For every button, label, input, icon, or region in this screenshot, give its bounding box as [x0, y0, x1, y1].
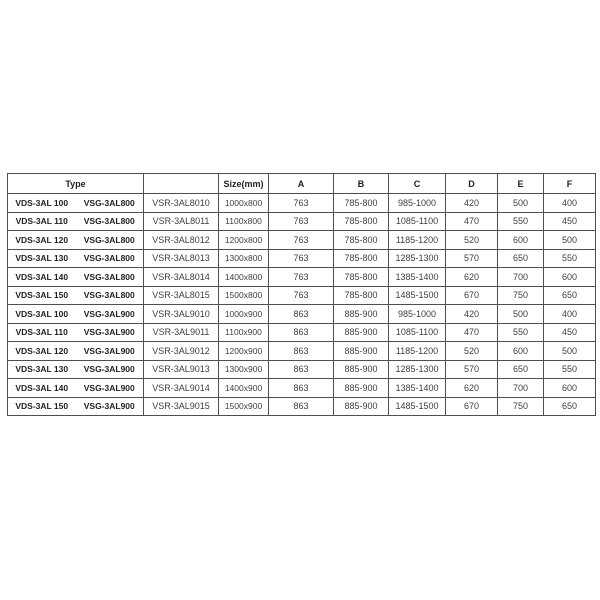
spec-table — [7, 173, 596, 416]
type-vsg-label: VSG-3AL900 — [83, 364, 135, 375]
value-b: 885-900 — [334, 379, 389, 398]
value-e: 650 — [498, 360, 544, 379]
column-header-b: B — [334, 174, 389, 194]
type-vsg-label: VSG-3AL800 — [83, 216, 135, 227]
value-b: 885-900 — [334, 305, 389, 324]
value-d: 670 — [446, 397, 498, 416]
type-vsg-label: VSG-3AL800 — [83, 253, 135, 264]
type-vds-label: VDS-3AL 150 — [15, 401, 69, 412]
value-e: 750 — [498, 397, 544, 416]
value-c: 1485-1500 — [389, 397, 446, 416]
type-vds-label: VDS-3AL 120 — [15, 234, 69, 245]
value-b: 885-900 — [334, 360, 389, 379]
type-vsg-label: VSG-3AL900 — [83, 327, 135, 338]
size-cell: 1100x900 — [219, 323, 269, 342]
type-cell — [8, 194, 144, 213]
value-d: 620 — [446, 268, 498, 287]
value-a: 763 — [269, 194, 334, 213]
value-f: 550 — [544, 360, 596, 379]
value-e: 550 — [498, 323, 544, 342]
size-cell: 1400x900 — [219, 379, 269, 398]
value-a: 863 — [269, 305, 334, 324]
value-c: 1285-1300 — [389, 360, 446, 379]
type-vsg-label: VSG-3AL900 — [83, 345, 135, 356]
type-cell — [8, 323, 144, 342]
value-b: 785-800 — [334, 194, 389, 213]
value-c: 985-1000 — [389, 194, 446, 213]
value-e: 750 — [498, 286, 544, 305]
type-cell — [8, 268, 144, 287]
value-e: 700 — [498, 268, 544, 287]
table-row — [8, 231, 596, 250]
table-row — [8, 194, 596, 213]
type-vsg-label: VSG-3AL800 — [83, 271, 135, 282]
type-vds-label: VDS-3AL 110 — [15, 216, 68, 227]
type-cell — [8, 342, 144, 361]
value-f: 500 — [544, 231, 596, 250]
size-cell: 1200x900 — [219, 342, 269, 361]
value-f: 400 — [544, 305, 596, 324]
type-vsg-label: VSG-3AL800 — [83, 290, 135, 301]
type-vsg-label: VSG-3AL900 — [83, 401, 135, 412]
model-cell: VSR-3AL8015 — [144, 286, 219, 305]
value-f: 500 — [544, 342, 596, 361]
value-d: 520 — [446, 342, 498, 361]
type-cell — [8, 286, 144, 305]
value-d: 470 — [446, 212, 498, 231]
value-a: 863 — [269, 379, 334, 398]
value-e: 700 — [498, 379, 544, 398]
table-row — [8, 379, 596, 398]
value-b: 885-900 — [334, 342, 389, 361]
column-header-f: F — [544, 174, 596, 194]
type-vds-label: VDS-3AL 120 — [15, 345, 69, 356]
model-cell: VSR-3AL8013 — [144, 249, 219, 268]
value-a: 763 — [269, 231, 334, 250]
value-c: 985-1000 — [389, 305, 446, 324]
type-vds-label: VDS-3AL 130 — [15, 253, 69, 264]
value-f: 600 — [544, 268, 596, 287]
value-f: 650 — [544, 397, 596, 416]
value-a: 763 — [269, 249, 334, 268]
value-d: 420 — [446, 194, 498, 213]
value-d: 620 — [446, 379, 498, 398]
value-d: 470 — [446, 323, 498, 342]
size-cell: 1000x900 — [219, 305, 269, 324]
model-cell: VSR-3AL8011 — [144, 212, 219, 231]
value-a: 863 — [269, 397, 334, 416]
table-row — [8, 397, 596, 416]
type-cell — [8, 360, 144, 379]
type-cell — [8, 397, 144, 416]
column-header-type: Type — [8, 174, 144, 194]
size-cell: 1500x900 — [219, 397, 269, 416]
model-cell: VSR-3AL9013 — [144, 360, 219, 379]
column-header-size: Size(mm) — [219, 174, 269, 194]
value-c: 1385-1400 — [389, 268, 446, 287]
value-c: 1185-1200 — [389, 231, 446, 250]
value-e: 550 — [498, 212, 544, 231]
column-header-c: C — [389, 174, 446, 194]
value-e: 600 — [498, 342, 544, 361]
value-f: 550 — [544, 249, 596, 268]
model-cell: VSR-3AL9014 — [144, 379, 219, 398]
value-a: 763 — [269, 212, 334, 231]
model-cell: VSR-3AL8012 — [144, 231, 219, 250]
value-f: 450 — [544, 212, 596, 231]
size-cell: 1100x800 — [219, 212, 269, 231]
value-a: 863 — [269, 360, 334, 379]
table-row — [8, 212, 596, 231]
value-b: 785-800 — [334, 212, 389, 231]
type-vsg-label: VSG-3AL800 — [83, 234, 135, 245]
value-e: 650 — [498, 249, 544, 268]
value-e: 500 — [498, 194, 544, 213]
size-cell: 1200x800 — [219, 231, 269, 250]
value-c: 1085-1100 — [389, 323, 446, 342]
value-c: 1485-1500 — [389, 286, 446, 305]
value-c: 1385-1400 — [389, 379, 446, 398]
type-cell — [8, 231, 144, 250]
table-row — [8, 305, 596, 324]
size-cell: 1300x900 — [219, 360, 269, 379]
type-vds-label: VDS-3AL 140 — [15, 382, 69, 393]
model-cell: VSR-3AL9010 — [144, 305, 219, 324]
table-row — [8, 342, 596, 361]
value-b: 785-800 — [334, 231, 389, 250]
type-cell — [8, 379, 144, 398]
value-c: 1285-1300 — [389, 249, 446, 268]
table-row — [8, 268, 596, 287]
header-row — [8, 174, 596, 194]
table-row — [8, 323, 596, 342]
size-cell: 1400x800 — [219, 268, 269, 287]
type-vds-label: VDS-3AL 130 — [15, 364, 69, 375]
value-d: 420 — [446, 305, 498, 324]
value-f: 450 — [544, 323, 596, 342]
type-vds-label: VDS-3AL 100 — [15, 308, 69, 319]
model-cell: VSR-3AL9011 — [144, 323, 219, 342]
value-b: 785-800 — [334, 249, 389, 268]
value-f: 600 — [544, 379, 596, 398]
column-header-model — [144, 174, 219, 194]
value-d: 520 — [446, 231, 498, 250]
value-b: 785-800 — [334, 268, 389, 287]
value-d: 570 — [446, 249, 498, 268]
type-vds-label: VDS-3AL 100 — [15, 197, 69, 208]
value-a: 863 — [269, 323, 334, 342]
type-vsg-label: VSG-3AL800 — [83, 197, 135, 208]
type-vds-label: VDS-3AL 150 — [15, 290, 69, 301]
value-c: 1085-1100 — [389, 212, 446, 231]
column-header-e: E — [498, 174, 544, 194]
type-cell — [8, 249, 144, 268]
value-b: 885-900 — [334, 397, 389, 416]
table-row — [8, 249, 596, 268]
value-d: 570 — [446, 360, 498, 379]
model-cell: VSR-3AL9015 — [144, 397, 219, 416]
size-cell: 1300x800 — [219, 249, 269, 268]
value-a: 763 — [269, 286, 334, 305]
table-row — [8, 286, 596, 305]
model-cell: VSR-3AL8014 — [144, 268, 219, 287]
value-f: 400 — [544, 194, 596, 213]
value-f: 650 — [544, 286, 596, 305]
value-e: 500 — [498, 305, 544, 324]
type-vsg-label: VSG-3AL900 — [83, 382, 135, 393]
model-cell: VSR-3AL9012 — [144, 342, 219, 361]
type-vds-label: VDS-3AL 110 — [15, 327, 68, 338]
value-b: 785-800 — [334, 286, 389, 305]
type-cell — [8, 305, 144, 324]
type-cell — [8, 212, 144, 231]
value-d: 670 — [446, 286, 498, 305]
value-a: 863 — [269, 342, 334, 361]
value-a: 763 — [269, 268, 334, 287]
table-row — [8, 360, 596, 379]
column-header-d: D — [446, 174, 498, 194]
type-vsg-label: VSG-3AL900 — [83, 308, 135, 319]
column-header-a: A — [269, 174, 334, 194]
size-cell: 1000x800 — [219, 194, 269, 213]
size-cell: 1500x800 — [219, 286, 269, 305]
value-b: 885-900 — [334, 323, 389, 342]
value-e: 600 — [498, 231, 544, 250]
type-vds-label: VDS-3AL 140 — [15, 271, 69, 282]
value-c: 1185-1200 — [389, 342, 446, 361]
model-cell: VSR-3AL8010 — [144, 194, 219, 213]
